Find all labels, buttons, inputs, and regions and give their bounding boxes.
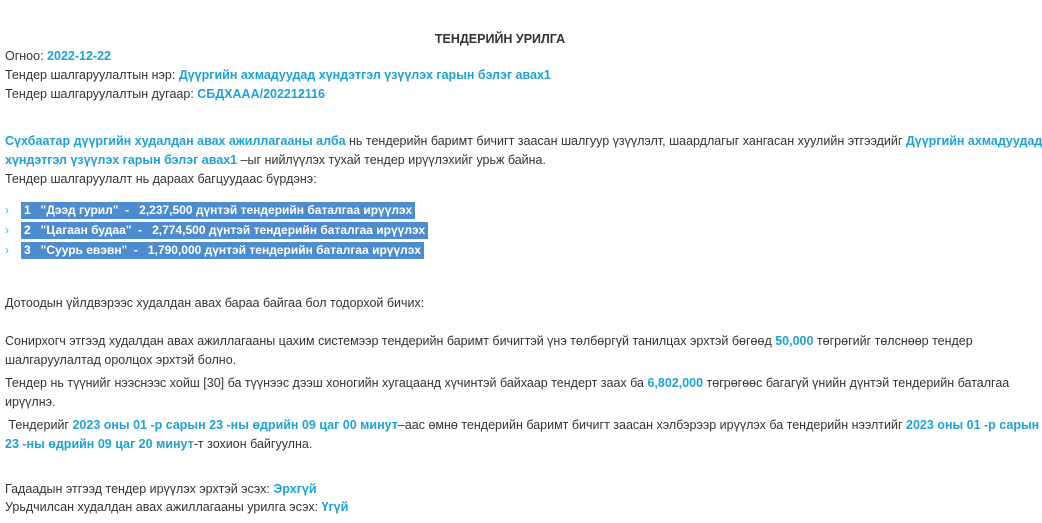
project-link-continued[interactable]: хүндэтгэл үзүүлэх гарын бэлэг авах1 bbox=[5, 153, 238, 167]
foreign-entity-row bbox=[5, 481, 317, 497]
interested-text: Сонирхогч этгээд худалдан авах ажиллагааны цахим системээр тендерийн баримт бичигтэй үнэ төлбөргүй танилцах эрхтэй бөгөөд bbox=[5, 334, 776, 348]
fee-value: 50,000 bbox=[775, 334, 814, 348]
lot-text: 1 "Дээд гурил" - 2,237,500 дүнтэй тендерийн баталгаа ирүүлэх bbox=[21, 202, 415, 219]
validity-line-1 bbox=[5, 375, 1009, 391]
deadline-line-1 bbox=[5, 417, 1039, 433]
project-link[interactable]: Дүүргийн ахмадуудад bbox=[905, 134, 1042, 148]
intro-text-end: –ыг нийлүүлэх тухай тендер ирүүлэхийг урьж байна. bbox=[237, 153, 546, 167]
deadline-text-2: –аас өмнө тендерийн баримт бичигт заасан хэлбэрээр ирүүлэх ба тендерийн нээлтийг bbox=[397, 418, 907, 432]
foreign-entity-label: Гадаадын этгээд тендер ирүүлэх эрхтэй эсэх: bbox=[5, 482, 274, 496]
deadline-text-3: -т зохион байгуулна. bbox=[193, 437, 313, 451]
tender-number-value: СБДХААА/202212116 bbox=[197, 87, 325, 101]
deadline-line-2 bbox=[5, 436, 312, 452]
opening-time: 2023 оны 01 -р сарын bbox=[906, 418, 1040, 432]
tender-number-row bbox=[5, 86, 325, 102]
validity-text: Тендер нь түүнийг нээснээс хойш [30] ба түүнээс дээш хоногийн хугацаанд хүчинтэй байхаар тендерт заах ба bbox=[5, 376, 648, 390]
prior-notice-row bbox=[5, 499, 348, 515]
submission-deadline: 2023 оны 01 -р сарын 23 -ны өдрийн 09 цаг 00 минут bbox=[72, 418, 398, 432]
chevron-right-icon: › bbox=[5, 243, 9, 257]
chevron-right-icon: › bbox=[5, 223, 9, 237]
interested-line-1 bbox=[5, 333, 973, 349]
intro-line-1 bbox=[5, 133, 1042, 149]
date-label: Огноо: bbox=[5, 49, 48, 63]
chevron-right-icon: › bbox=[5, 203, 9, 217]
validity-text-2: төгрөгөөс багагүй үнийн дүнтэй тендерийн баталгаа bbox=[703, 376, 1010, 390]
guarantee-amount: 6,802,000 bbox=[647, 376, 704, 390]
organization-link[interactable]: Сүхбаатар дүүргийн худалдан авах ажиллагааны алба bbox=[5, 134, 346, 148]
lot-text: 3 "Суурь евэвн" - 1,790,000 дүнтэй тендерийн баталгаа ирүүлэх bbox=[21, 242, 424, 259]
tender-name-label: Тендер шалгаруулалтын нэр: bbox=[5, 68, 179, 82]
tender-name-row bbox=[5, 67, 551, 83]
lots-intro: Тендер шалгаруулалт нь дараах багцуудаас бүрдэнэ: bbox=[5, 172, 317, 186]
lot-text: 2 "Цагаан будаа" - 2,774,500 дүнтэй тендерийн баталгаа ирүүлэх bbox=[21, 222, 428, 239]
prior-notice-value: Үгүй bbox=[321, 500, 349, 514]
date-row bbox=[5, 48, 111, 64]
deadline-text: Тендерийг bbox=[5, 418, 73, 432]
opening-time-continued: 23 -ны өдрийн 09 цаг 20 минут bbox=[5, 437, 194, 451]
domestic-note: Дотоодын үйлдвэрээс худалдан авах бараа байгаа бол тодорхой бичих: bbox=[5, 296, 425, 310]
validity-line-2: ирүүлнэ. bbox=[5, 395, 56, 409]
page-title: ТЕНДЕРИЙН УРИЛГА bbox=[434, 32, 566, 46]
date-value: 2022-12-22 bbox=[47, 49, 111, 63]
tender-name-link[interactable]: Дүүргийн ахмадуудад хүндэтгэл үзүүлэх гарын бэлэг авах1 bbox=[178, 68, 551, 82]
interested-line-2: шалгаруулалтад оролцох эрхтэй болно. bbox=[5, 353, 237, 367]
tender-number-label: Тендер шалгаруулалтын дугаар: bbox=[5, 87, 198, 101]
lot-item bbox=[5, 222, 428, 239]
lot-item bbox=[5, 242, 424, 259]
prior-notice-label: Урьдчилсан худалдан авах ажиллагааны урилга эсэх: bbox=[5, 500, 322, 514]
interested-text-2: төгрөгийг төлснөөр тендер bbox=[813, 334, 973, 348]
foreign-entity-value: Эрхгүй bbox=[273, 482, 317, 496]
intro-line-2 bbox=[5, 152, 546, 168]
intro-text: нь тендерийн баримт бичигт заасан шалгуур үзүүлэлт, шаардлагыг хангасан хуулийн этгээдийг bbox=[345, 134, 906, 148]
lot-item bbox=[5, 202, 415, 219]
